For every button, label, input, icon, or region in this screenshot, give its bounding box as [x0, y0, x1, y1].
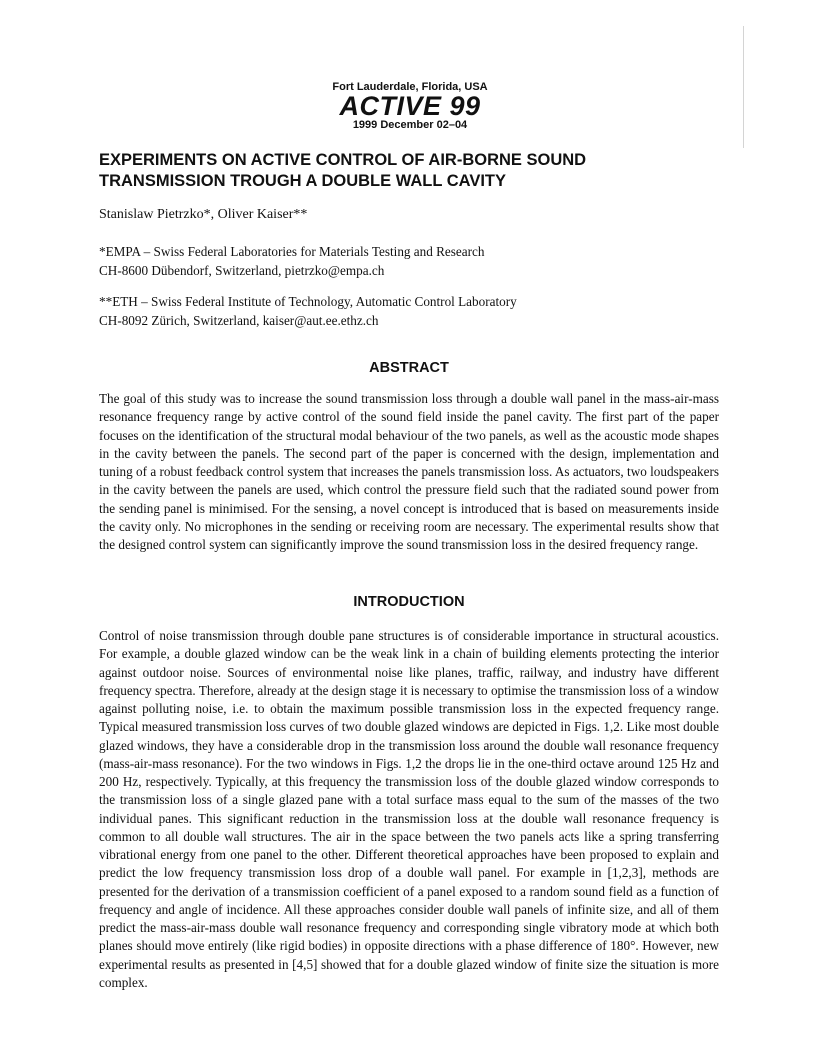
conference-location: Fort Lauderdale, Florida, USA [332, 81, 488, 93]
abstract-heading: ABSTRACT [369, 360, 449, 376]
conference-dates: 1999 December 02–04 [352, 119, 468, 131]
affiliation-eth [99, 293, 739, 330]
title-line-1: EXPERIMENTS ON ACTIVE CONTROL OF AIR-BORNE SOUND [99, 151, 587, 169]
affiliation-empa-line-1: *EMPA – Swiss Federal Laboratories for Materials Testing and Research [99, 244, 485, 259]
affiliation-eth-line-2: CH-8092 Zürich, Switzerland, kaiser@aut.ee.ethz.ch [99, 312, 379, 328]
affiliation-empa [99, 243, 739, 280]
conference-name: ACTIVE 99 [339, 91, 481, 121]
introduction-heading: INTRODUCTION [353, 594, 465, 610]
affiliation-empa-line-2: CH-8600 Dübendorf, Switzerland, pietrzko@empa.ch [99, 262, 385, 278]
introduction-text: Control of noise transmission through double pane structures is of considerable importance in structural acoustics. For example, a double glazed window can be the weak link in a chain of building elements protecting the interior against outdoor noise. Sources of environmental noise like planes, traffic, railway, and industry have different frequency spectra. Therefore, already at the design stage it is necessary to optimise the transmission loss of a window against polluting noise, i.e. to obtain the maximum possible transmission loss in the expected frequency range. Typical measured transmission loss curves of two double glazed windows are depicted in Figs. 1,2. Like most double glazed windows, they have a considerable drop in the transmission loss around the double wall resonance frequency (mass-air-mass resonance). For the two windows in Figs. 1,2 the drops lie in the one-third octave around 125 Hz and 200 Hz, respectively. Typically, at this frequency the transmission loss of the double glazed window corresponds to the transmission loss of a single glazed pane with a total surface mass equal to the sum of the masses of the two individual panes. This significant reduction in the transmission loss at the double wall resonance frequency is common to all double wall structures. The air in the space between the two panels acts like a spring transferring vibrational energy from one panel to the other. Different theoretical approaches have been proposed to explain and predict the low frequency transmission loss drop of a double wall panel. For example in [1,2,3], methods are presented for the derivation of a transmission coefficient of a panel exposed to a random sound field as a function of frequency and angle of incidence. All these approaches consider double wall panels of infinite size, and all of them predict the mass-air-mass double wall resonance frequency and corresponding single vibratory mode at which both planes should move entirely (like rigid bodies) in opposite directions with a phase difference of 180°. However, new experimental results as presented in [4,5] showed that for a double glazed window of finite size the situation is more complex. [99, 628, 719, 990]
conference-header [300, 80, 520, 132]
abstract-text: The goal of this study was to increase the sound transmission loss through a double wall panel in the mass-air-mass resonance frequency range by active control of the sound field inside the panel cavity. The first part of the paper focuses on the identification of the structural modal behaviour of the two panels, as well as the acoustic mode shapes in the cavity between the panels. The second part of the paper is concerned with the design, implementation and tuning of a robust feedback control system that increases the panels transmission loss. As actuators, two loudspeakers in the cavity between the panels are used, which control the pressure field such that the radiated sound power from the sending panel is minimised. For the sensing, a novel concept is introduced that is based on measurements inside the cavity only. No microphones in the sending or receiving room are necessary. The experimental results show that the designed control system can significantly improve the sound transmission loss in the desired frequency range. [99, 391, 719, 552]
affiliation-eth-line-1: **ETH – Swiss Federal Institute of Technology, Automatic Control Laboratory [99, 294, 517, 309]
paper-title [99, 150, 739, 192]
authors: Stanislaw Pietrzko*, Oliver Kaiser** [99, 207, 308, 222]
title-line-2: TRANSMISSION TROUGH A DOUBLE WALL CAVITY [99, 172, 506, 190]
page-edge-line [743, 26, 744, 148]
